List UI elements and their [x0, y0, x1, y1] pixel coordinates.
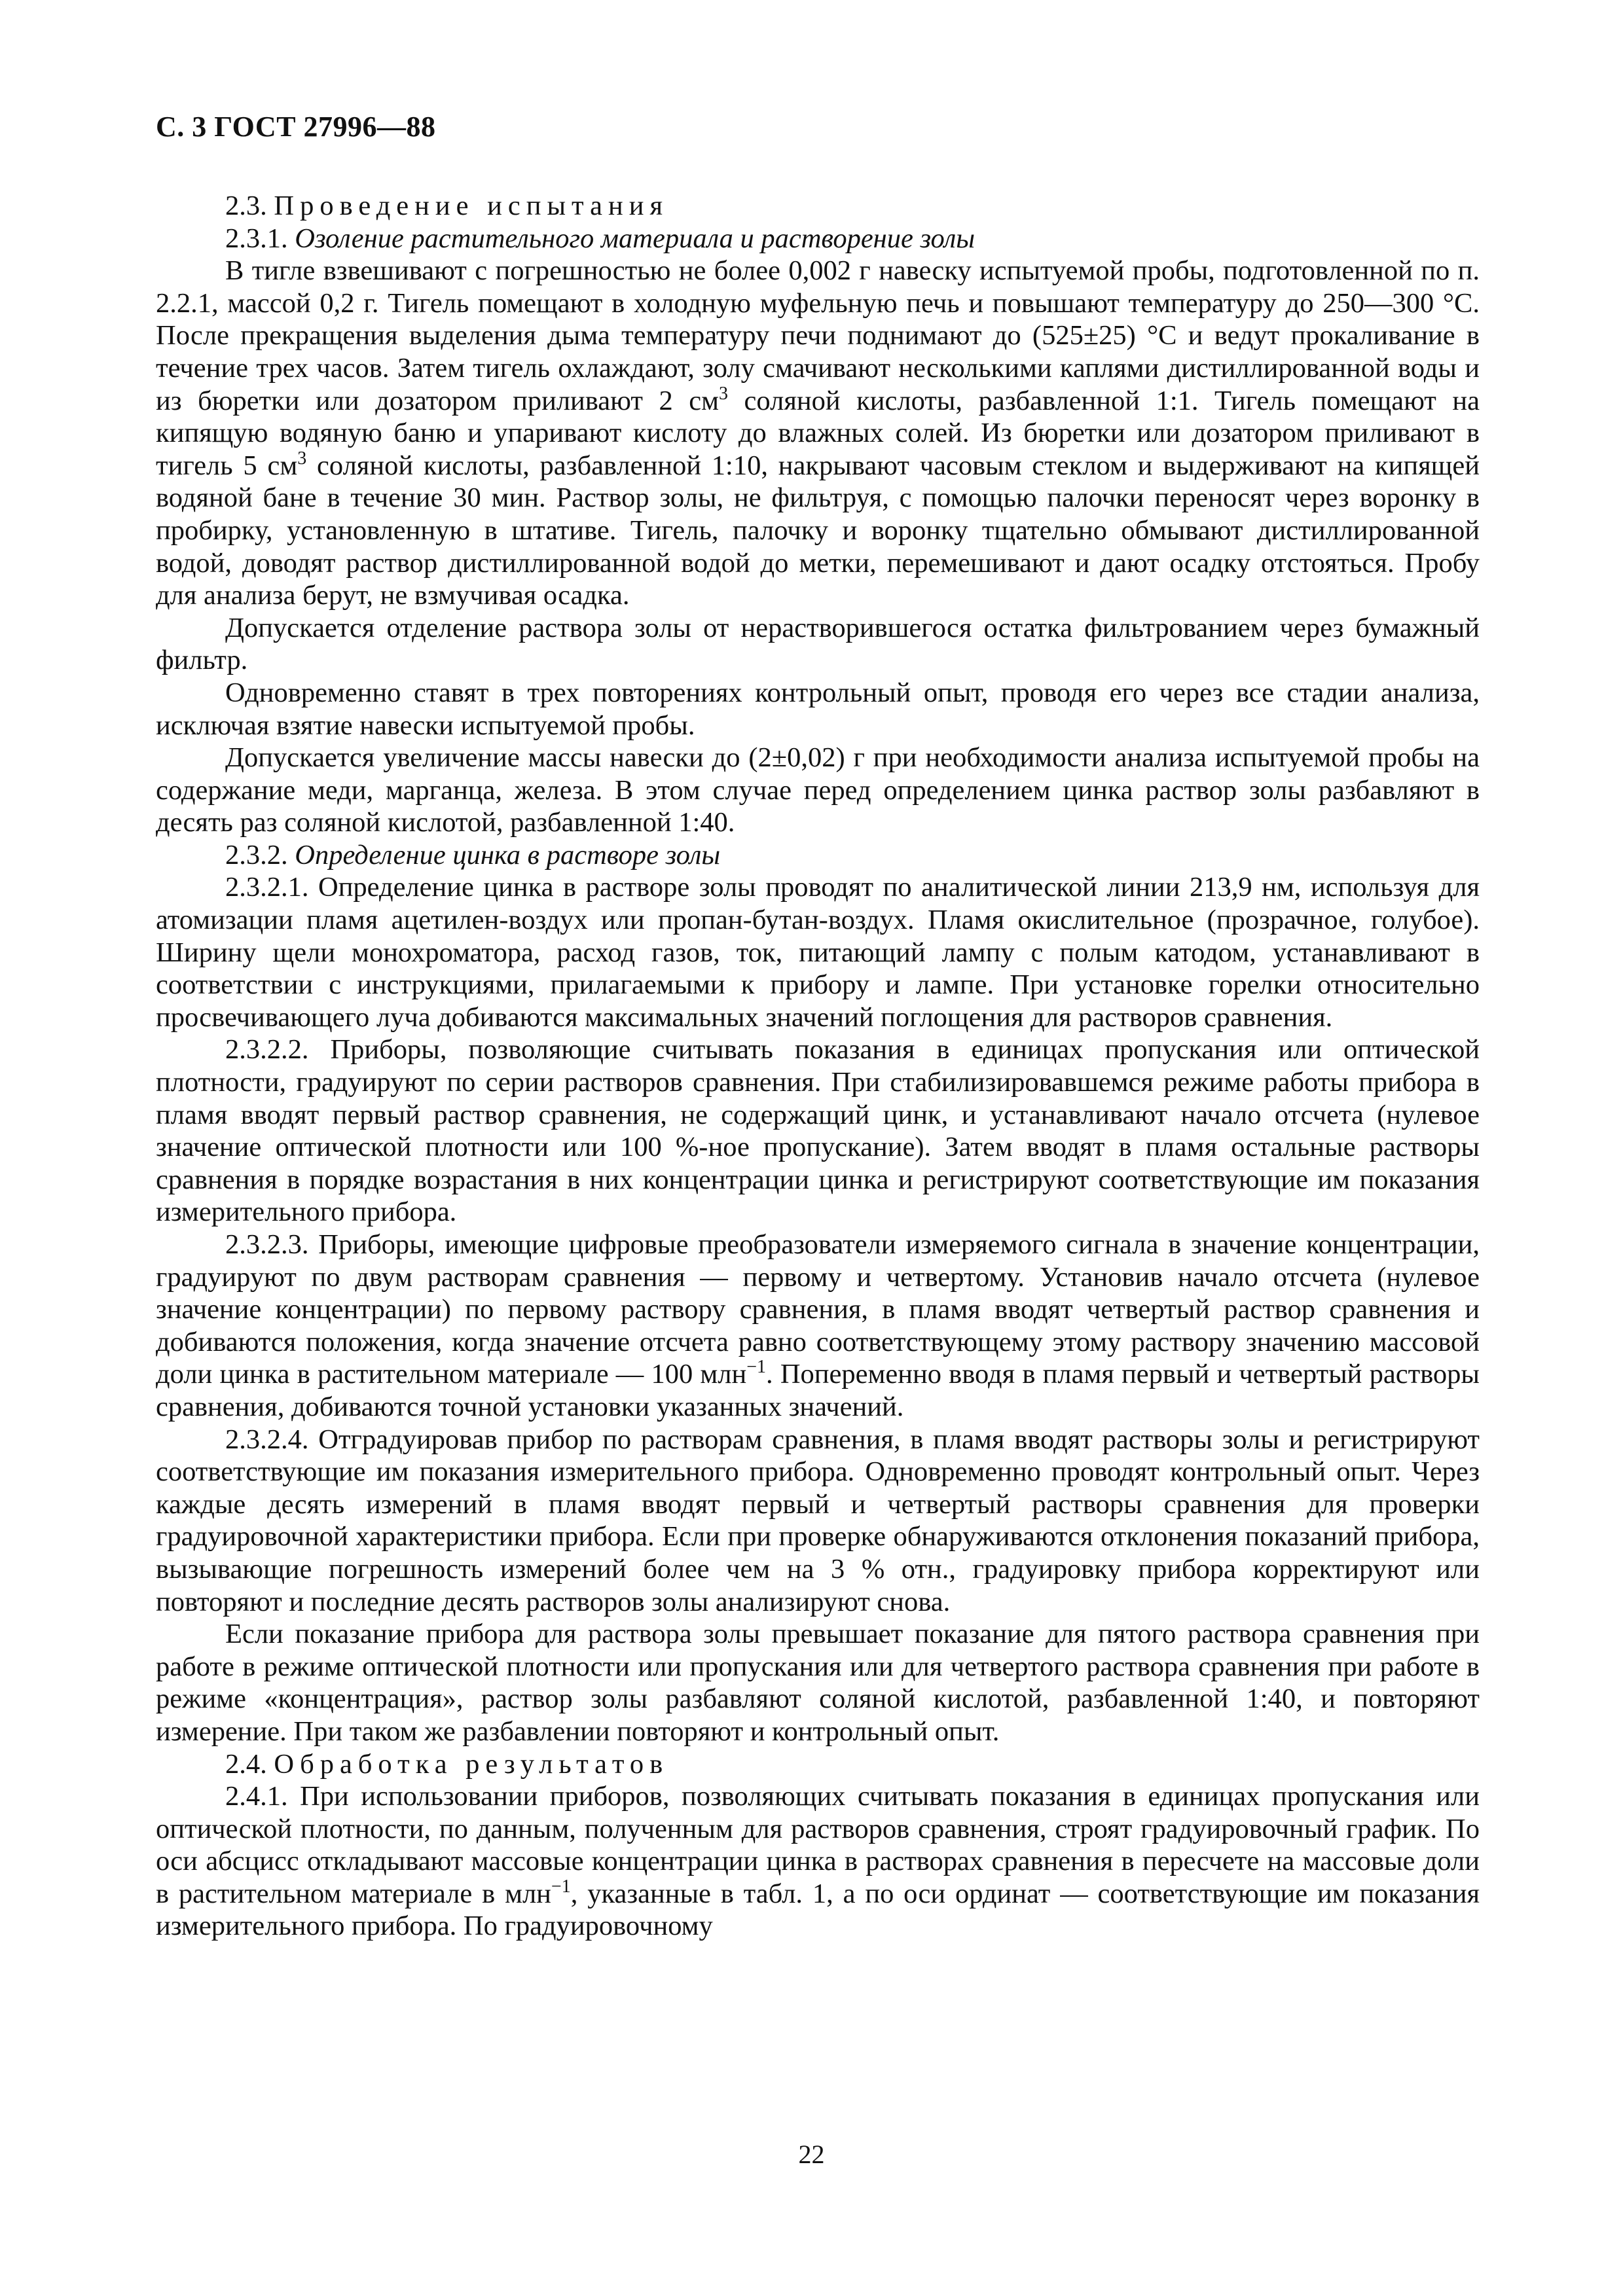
section-title: Проведение испытания [274, 190, 669, 221]
page-header: С. 3 ГОСТ 27996—88 [156, 111, 436, 143]
paragraph-filtration: Допускается отделение раствора золы от нерастворившегося остатка фильтрованием через бумажный фильтр. [156, 612, 1480, 676]
paragraph-text: В тигле взвешивают с погрешностью не более 0,002 г навеску испытуемой пробы, подготовленной по п. 2.2.1, массой 0,2 г. Тигель помещают в холодную муфельную печь и повышают температуру до 250—300 °С. После прекращения выделения дыма температуру печи поднимают до (525±25) °С и ведут прокаливание в течение трех часов. Затем тигель охлаждают, золу смачивают несколькими каплями дистиллированной воды и из бюретки или дозатором приливают 2 см [156, 255, 1480, 416]
superscript: −1 [551, 1876, 571, 1897]
paragraph-ashing [156, 255, 1480, 612]
paragraph-text: соляной кислоты, разбавленной 1:10, накрывают часовым стеклом и выдерживают на кипящей водяной бане в течение 30 мин. Раствор золы, не фильтруя, с помощью палочки переносят через воронку в пробирку, установленную в штативе. Тигель, палочку и воронку тщательно обмывают дистиллированной водой, доводят раствор дистиллированной водой до метки, перемешивают и дают осадку отстояться. Пробу для анализа берут, не взмучивая осадка. [156, 450, 1480, 611]
page-number: 22 [798, 2140, 825, 2169]
paragraph-control-test: Одновременно ставят в трех повторениях контрольный опыт, проводя его через все стадии анализа, исключая взятие навески испытуемой пробы. [156, 677, 1480, 741]
section-number: 2.3.2. [225, 839, 288, 870]
paragraph-text: . Попеременно вводя в пламя первый и четвертый растворы сравнения, добиваются точной установки указанных значений. [156, 1359, 1480, 1422]
superscript: 3 [297, 448, 307, 469]
section-number: 2.4. [225, 1748, 267, 1780]
paragraph-text: соляной кислоты, разбавленной 1:1. Тигель помещают на кипящую водяную баню и упаривают кислоту до влажных солей. Из бюретки или дозатором приливают в тигель 5 см [156, 385, 1480, 481]
document-body [156, 190, 1480, 1943]
superscript: 3 [719, 383, 729, 404]
section-2-4-heading [156, 1748, 1480, 1781]
paragraph-sample-mass: Допускается увеличение массы навески до (2±0,02) г при необходимости анализа испытуемой пробы на содержание меди, марганца, железа. В этом случае перед определением цинка раствор золы разбавляют в десять раз соляной кислотой, разбавленной 1:40. [156, 742, 1480, 838]
section-2-3-1-heading [156, 223, 1480, 255]
section-number: 2.3. [225, 190, 267, 221]
paragraph-dilution: Если показание прибора для раствора золы превышает показание для пятого раствора сравнения при работе в режиме оптической плотности или пропускания или для четвертого раствора сравнения при работе в режиме «концентрация», раствор золы разбавляют соляной кислотой, разбавленной 1:40, и повторяют измерение. При таком же разбавлении повторяют и контрольный опыт. [156, 1619, 1480, 1747]
section-number: 2.3.1. [225, 223, 288, 254]
paragraph-text: 2.4.1. При использовании приборов, позволяющих считывать показания в единицах пропускания или оптической плотности, по данным, полученным для растворов сравнения, строят градуировочный график. По оси абсцисс откладывают массовые концентрации цинка в растворах сравнения в пересчете на массовые доли в растительном материале в млн [156, 1781, 1480, 1909]
paragraph-2-3-2-3 [156, 1229, 1480, 1424]
section-title: Обработка результатов [274, 1748, 669, 1780]
paragraph-2-3-2-1: 2.3.2.1. Определение цинка в растворе золы проводят по аналитической линии 213,9 нм, используя для атомизации пламя ацетилен-воздух или пропан-бутан-воздух. Пламя окислительное (прозрачное, голубое). Ширину щели монохроматора, расход газов, ток, питающий лампу с полым катодом, устанавливают в соответствии с инструкциями, прилагаемыми к прибору и лампе. При установке горелки относительно просвечивающего луча добиваются максимальных значений поглощения для растворов сравнения. [156, 872, 1480, 1033]
paragraph-text: , указанные в табл. 1, а по оси ординат — соответствующие им показания измерительного прибора. По градуировочному [156, 1878, 1480, 1942]
section-title: Определение цинка в растворе золы [295, 839, 721, 870]
paragraph-text: 2.3.2.3. Приборы, имеющие цифровые преобразователи измеряемого сигнала в значение концентрации, градуируют по двум растворам сравнения — первому и четвертому. Установив начало отсчета (нулевое значение концентрации) по первому раствору сравнения, в пламя вводят четвертый раствор сравнения и добиваются положения, когда значение отсчета равно соответствующему этому раствору значению массовой доли цинка в растительном материале — 100 млн [156, 1229, 1480, 1390]
paragraph-2-3-2-2: 2.3.2.2. Приборы, позволяющие считывать показания в единицах пропускания или оптической плотности, градуируют по серии растворов сравнения. При стабилизировавшемся режиме работы прибора в пламя вводят первый раствор сравнения, не содержащий цинк, и устанавливают начало отсчета (нулевое значение оптической плотности или 100 %-ное пропускание). Затем вводят в пламя остальные растворы сравнения в порядке возрастания в них концентрации цинка и регистрируют соответствующие им показания измерительного прибора. [156, 1034, 1480, 1228]
paragraph-2-3-2-4: 2.3.2.4. Отградуировав прибор по растворам сравнения, в пламя вводят растворы золы и регистрируют соответствующие им показания измерительного прибора. Одновременно проводят контрольный опыт. Через каждые десять измерений в пламя вводят первый и четвертый растворы сравнения для проверки градуировочной характеристики прибора. Если при проверке обнаруживаются отклонения показаний прибора, вызывающие погрешность измерений более чем на 3 % отн., градуировку прибора корректируют или повторяют и последние десять растворов золы анализируют снова. [156, 1424, 1480, 1617]
superscript: −1 [746, 1357, 767, 1378]
paragraph-2-4-1 [156, 1780, 1480, 1943]
section-2-3-2-heading [156, 839, 1480, 872]
section-2-3-heading [156, 190, 1480, 223]
section-title: Озоление растительного материала и растворение золы [295, 223, 976, 254]
